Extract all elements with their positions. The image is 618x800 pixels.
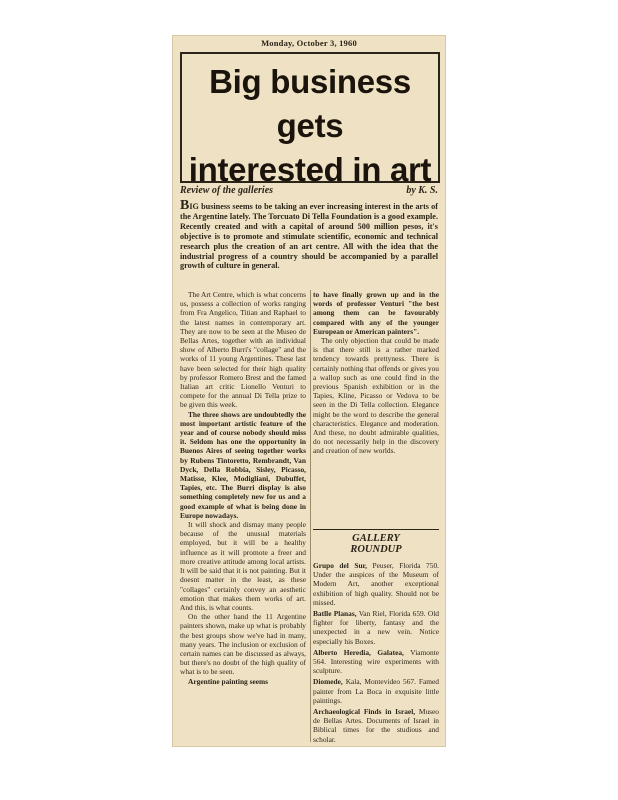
- roundup-entry: [313, 677, 439, 705]
- left-column: [180, 290, 306, 686]
- right-paragraph: The only objection that could be made is that there still is a rather marked tendency towards prettyness. There is certainly nothing that offends or gives you a wallop such as one could find in the previous Spanish exhibition or in the Tapies, Kline, Picasso or Vedova to be seen in the Di Tella collection. Elegance might be the word to describe the general characteristics. Elegance and moderation. And these, no doubt admirable qualities, do not necessarily help in the discovery and creation of new worlds.: [313, 336, 439, 456]
- headline: [182, 60, 438, 192]
- roundup-entry-lead: Alberto Heredia, Galatea,: [313, 647, 404, 657]
- newspaper-clipping: [172, 35, 446, 747]
- drop-cap: B: [180, 198, 190, 213]
- lead-text: IG business seems to be taking an ever increasing interest in the arts of the Argentine lately. The Torcuato Di Tella Foundation is a good example. Recently created and with a capital of around 500 million pesos, it's objective is to promote and stimulate scientific, economic and technical research plus the creation of an art centre. All with the idea that the industrial progress of a country should be accompanied by a parallel growth of culture in general.: [180, 202, 438, 271]
- gallery-roundup-title-line-1: GALLERY: [352, 533, 400, 544]
- roundup-entry-lead: Batlle Planas,: [313, 609, 357, 619]
- roundup-entry-lead: Grupo del Sur,: [313, 561, 368, 570]
- gallery-roundup-list: [313, 561, 439, 746]
- lead-paragraph: [180, 198, 438, 271]
- roundup-entry: [313, 561, 439, 607]
- byline: by K. S.: [406, 185, 438, 196]
- left-paragraph: The three shows are undoubtedly the most important artistic feature of the year and of course nobody should miss it. Seldom has one the opportunity in Buenos Aires of seeing together works by Rubens Tintoretto, Rembrandt, Van Dyck, Della Robbia, Sisley, Picasso, Matisse, Klee, Modigliani, Dubuffet, Tapies, etc. The Burri display is also something completely new for us and a good example of what is being done in Europe nowadays.: [180, 409, 306, 520]
- gallery-roundup-title-line-2: ROUNDUP: [350, 544, 402, 555]
- subhead: [180, 185, 438, 199]
- right-paragraph: to have finally grown up and in the words of professor Venturi "the best among them can be favourably compared with any of the younger European or American painters".: [313, 290, 439, 336]
- headline-line-1: Big business gets: [209, 63, 411, 144]
- column-divider: [310, 290, 311, 742]
- roundup-entry-text: Kala, Montevideo 567. Famed painter from La Boca in exquisite little paintings.: [313, 677, 439, 705]
- roundup-entry-lead: Diomede,: [313, 677, 343, 687]
- dateline: Monday, October 3, 1960: [261, 38, 357, 48]
- gallery-roundup-title: [313, 529, 439, 563]
- review-label: Review of the galleries: [180, 185, 274, 196]
- left-paragraph: The Art Centre, which is what concerns us, possess a collection of works ranging from Fra Angelico, Titian and Raphael to the latest names in contemporary art. They are now to be seen at the Museo de Bellas Artes, together with an individual show of Alberto Burri's "collage" and the works of 11 young Argentines. These last have been selected for their high quality by professor Romero Brest and the famed Italian art critic Lionello Venturi to compete for the annual Di Tella prize to be given this week.: [180, 290, 306, 410]
- left-paragraph: On the other hand the 11 Argentine painters shown, make up what is probably the best groups show we've had in many, many years. The inclusion or exclusion of certain names can be discussed as always, but there's no doubt of the high quality of what is to be seen.: [180, 612, 306, 677]
- roundup-entry-lead: Archaeological Finds in Israel,: [313, 707, 416, 717]
- left-paragraph: Argentine painting seems: [188, 676, 269, 686]
- roundup-entry-text: Van Riel, Florida 659. Old fighter for liberty, fantasy and the unexpected in a new vein. Notice especially his Boxes.: [313, 609, 439, 646]
- headline-box: [180, 52, 440, 188]
- roundup-entry: [313, 609, 439, 646]
- right-column: [313, 290, 439, 456]
- headline-line-2: interested in art: [188, 151, 432, 188]
- roundup-entry-text: Museo de Bellas Artes. Documents of Israel in Biblical times for the studious and scholar.: [313, 707, 439, 744]
- left-paragraph: It will shock and dismay many people because of the unusual materials employed, but it will be a healthy influence as it will promote a freer and more creative attitude among local artists. It will be said that it is not painting. But it doesnt matter in the least, as these "collages" certainly convey an aesthetic emotion that makes them works of art. And this, is what counts.: [180, 520, 306, 612]
- roundup-entry-text: Viamonte 564. Interesting wire experiments with sculpture.: [313, 647, 439, 676]
- roundup-entry: [313, 648, 439, 676]
- roundup-entry-text: Peuser, Florida 750. Under the auspices of the Museum of Modern Art, another exceptional exhibition of high quality. Should not be missed.: [313, 561, 439, 607]
- roundup-entry: [313, 707, 439, 744]
